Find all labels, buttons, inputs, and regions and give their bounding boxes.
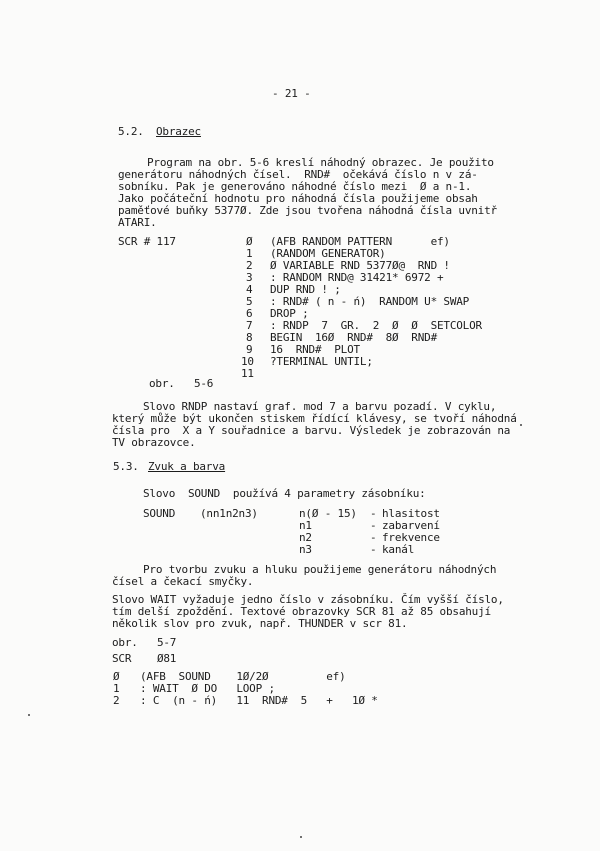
param-desc: kanál xyxy=(382,543,415,556)
code-line-number: 10 xyxy=(241,355,254,368)
screen-label: SCR Ø81 xyxy=(112,652,177,665)
code-line: (AFB RANDOM PATTERN ef) xyxy=(270,235,450,248)
figure-caption: obr. 5-7 xyxy=(112,636,177,649)
code-line: ?TERMINAL UNTIL; xyxy=(270,355,373,368)
code-line-number: 8 xyxy=(246,331,253,344)
paragraph-line: tím delší zpoždění. Textové obrazovky SCR 81 až 85 obsahují xyxy=(112,605,491,618)
code-line-number: 2 xyxy=(246,259,253,272)
section-number: 5.2. xyxy=(118,125,144,138)
paragraph-line: který může být ukončen stiskem řídící klávesy, se tvoří náhodná xyxy=(112,412,517,425)
param-dash: - xyxy=(370,543,377,556)
paragraph-line: Slovo RNDP nastaví graf. mod 7 a barvu pozadí. V cyklu, xyxy=(143,400,497,413)
paragraph-line: čísel a čekací smyčky. xyxy=(112,575,254,588)
code-line-number: 11 xyxy=(241,367,254,380)
page-number: - 21 - xyxy=(272,87,311,100)
paragraph-line: několik slov pro zvuk, např. THUNDER v scr 81. xyxy=(112,617,408,630)
section-number: 5.3. xyxy=(113,460,139,473)
paragraph-line: Program na obr. 5-6 kreslí náhodný obrazec. Je použito xyxy=(147,156,494,169)
code-line-number: Ø xyxy=(246,235,253,248)
param-dash: - xyxy=(370,507,377,520)
code-line-number: 9 xyxy=(246,343,253,356)
code-line: (RANDOM GENERATOR) xyxy=(270,247,386,260)
paragraph-line: Slovo WAIT vyžaduje jedno číslo v zásobníku. Čím vyšší číslo, xyxy=(112,593,504,606)
sound-word: SOUND xyxy=(143,507,176,520)
param-name: n1 xyxy=(299,519,312,532)
code-line: BEGIN 16Ø RND# 8Ø RND# xyxy=(270,331,437,344)
screen-label: SCR # 117 xyxy=(118,235,176,248)
paragraph-line: TV obrazovce. xyxy=(112,436,196,449)
param-dash: - xyxy=(370,519,377,532)
paragraph-line: čísla pro X a Y souřadnice a barvu. Výsledek je zobrazován na xyxy=(112,424,511,437)
code-line: : C (n - ń) 11 RND# 5 + 1Ø * xyxy=(140,694,378,707)
param-name: n2 xyxy=(299,531,312,544)
code-line: : RNDP 7 GR. 2 Ø Ø SETCOLOR xyxy=(270,319,482,332)
scan-speck xyxy=(300,836,302,838)
param-desc: zabarvení xyxy=(382,519,440,532)
code-line: DROP ; xyxy=(270,307,309,320)
code-line-number: 2 xyxy=(113,694,120,707)
code-line: Ø VARIABLE RND 5377Ø@ RND ! xyxy=(270,259,450,272)
param-name: n3 xyxy=(299,543,312,556)
sound-args: (nn1n2n3) xyxy=(200,507,258,520)
param-desc: hlasitost xyxy=(382,507,440,520)
paragraph-line: ATARI. xyxy=(118,216,157,229)
paragraph-line: Pro tvorbu zvuku a hluku použijeme generátoru náhodných xyxy=(143,563,497,576)
code-line-number: 1 xyxy=(113,682,120,695)
code-line-number: 4 xyxy=(246,283,253,296)
param-desc: frekvence xyxy=(382,531,440,544)
code-line-number: 3 xyxy=(246,271,253,284)
code-line-number: Ø xyxy=(113,670,120,683)
code-line: : RND# ( n - ń) RANDOM U* SWAP xyxy=(270,295,470,308)
paragraph-line: sobníku. Pak je generováno náhodné číslo mezi Ø a n-1. xyxy=(118,180,472,193)
scan-speck xyxy=(520,424,522,426)
section-title: Zvuk a barva xyxy=(148,460,226,473)
section-title: Obrazec xyxy=(156,125,201,138)
code-line: : WAIT Ø DO LOOP ; xyxy=(140,682,275,695)
param-name: n(Ø - 15) xyxy=(299,507,357,520)
code-line: DUP RND ! ; xyxy=(270,283,341,296)
paragraph-line: Slovo SOUND používá 4 parametry zásobníku: xyxy=(143,487,426,500)
figure-caption: obr. 5-6 xyxy=(149,377,214,390)
code-line: (AFB SOUND 1Ø/2Ø ef) xyxy=(140,670,346,683)
code-line: 16 RND# PLOT xyxy=(270,343,360,356)
code-line: : RANDOM RND@ 31421* 6972 + xyxy=(270,271,444,284)
scan-speck xyxy=(28,714,30,716)
code-line-number: 1 xyxy=(246,247,253,260)
paragraph-line: generátoru náhodných čísel. RND# očekává číslo n v zá- xyxy=(118,168,478,181)
code-line-number: 5 xyxy=(246,295,253,308)
param-dash: - xyxy=(370,531,377,544)
paragraph-line: paměťové buňky 5377Ø. Zde jsou tvořena náhodná čísla uvnitř xyxy=(118,204,497,217)
code-line-number: 6 xyxy=(246,307,253,320)
code-line-number: 7 xyxy=(246,319,253,332)
paragraph-line: Jako počáteční hodnotu pro náhodná čísla použijeme obsah xyxy=(118,192,478,205)
